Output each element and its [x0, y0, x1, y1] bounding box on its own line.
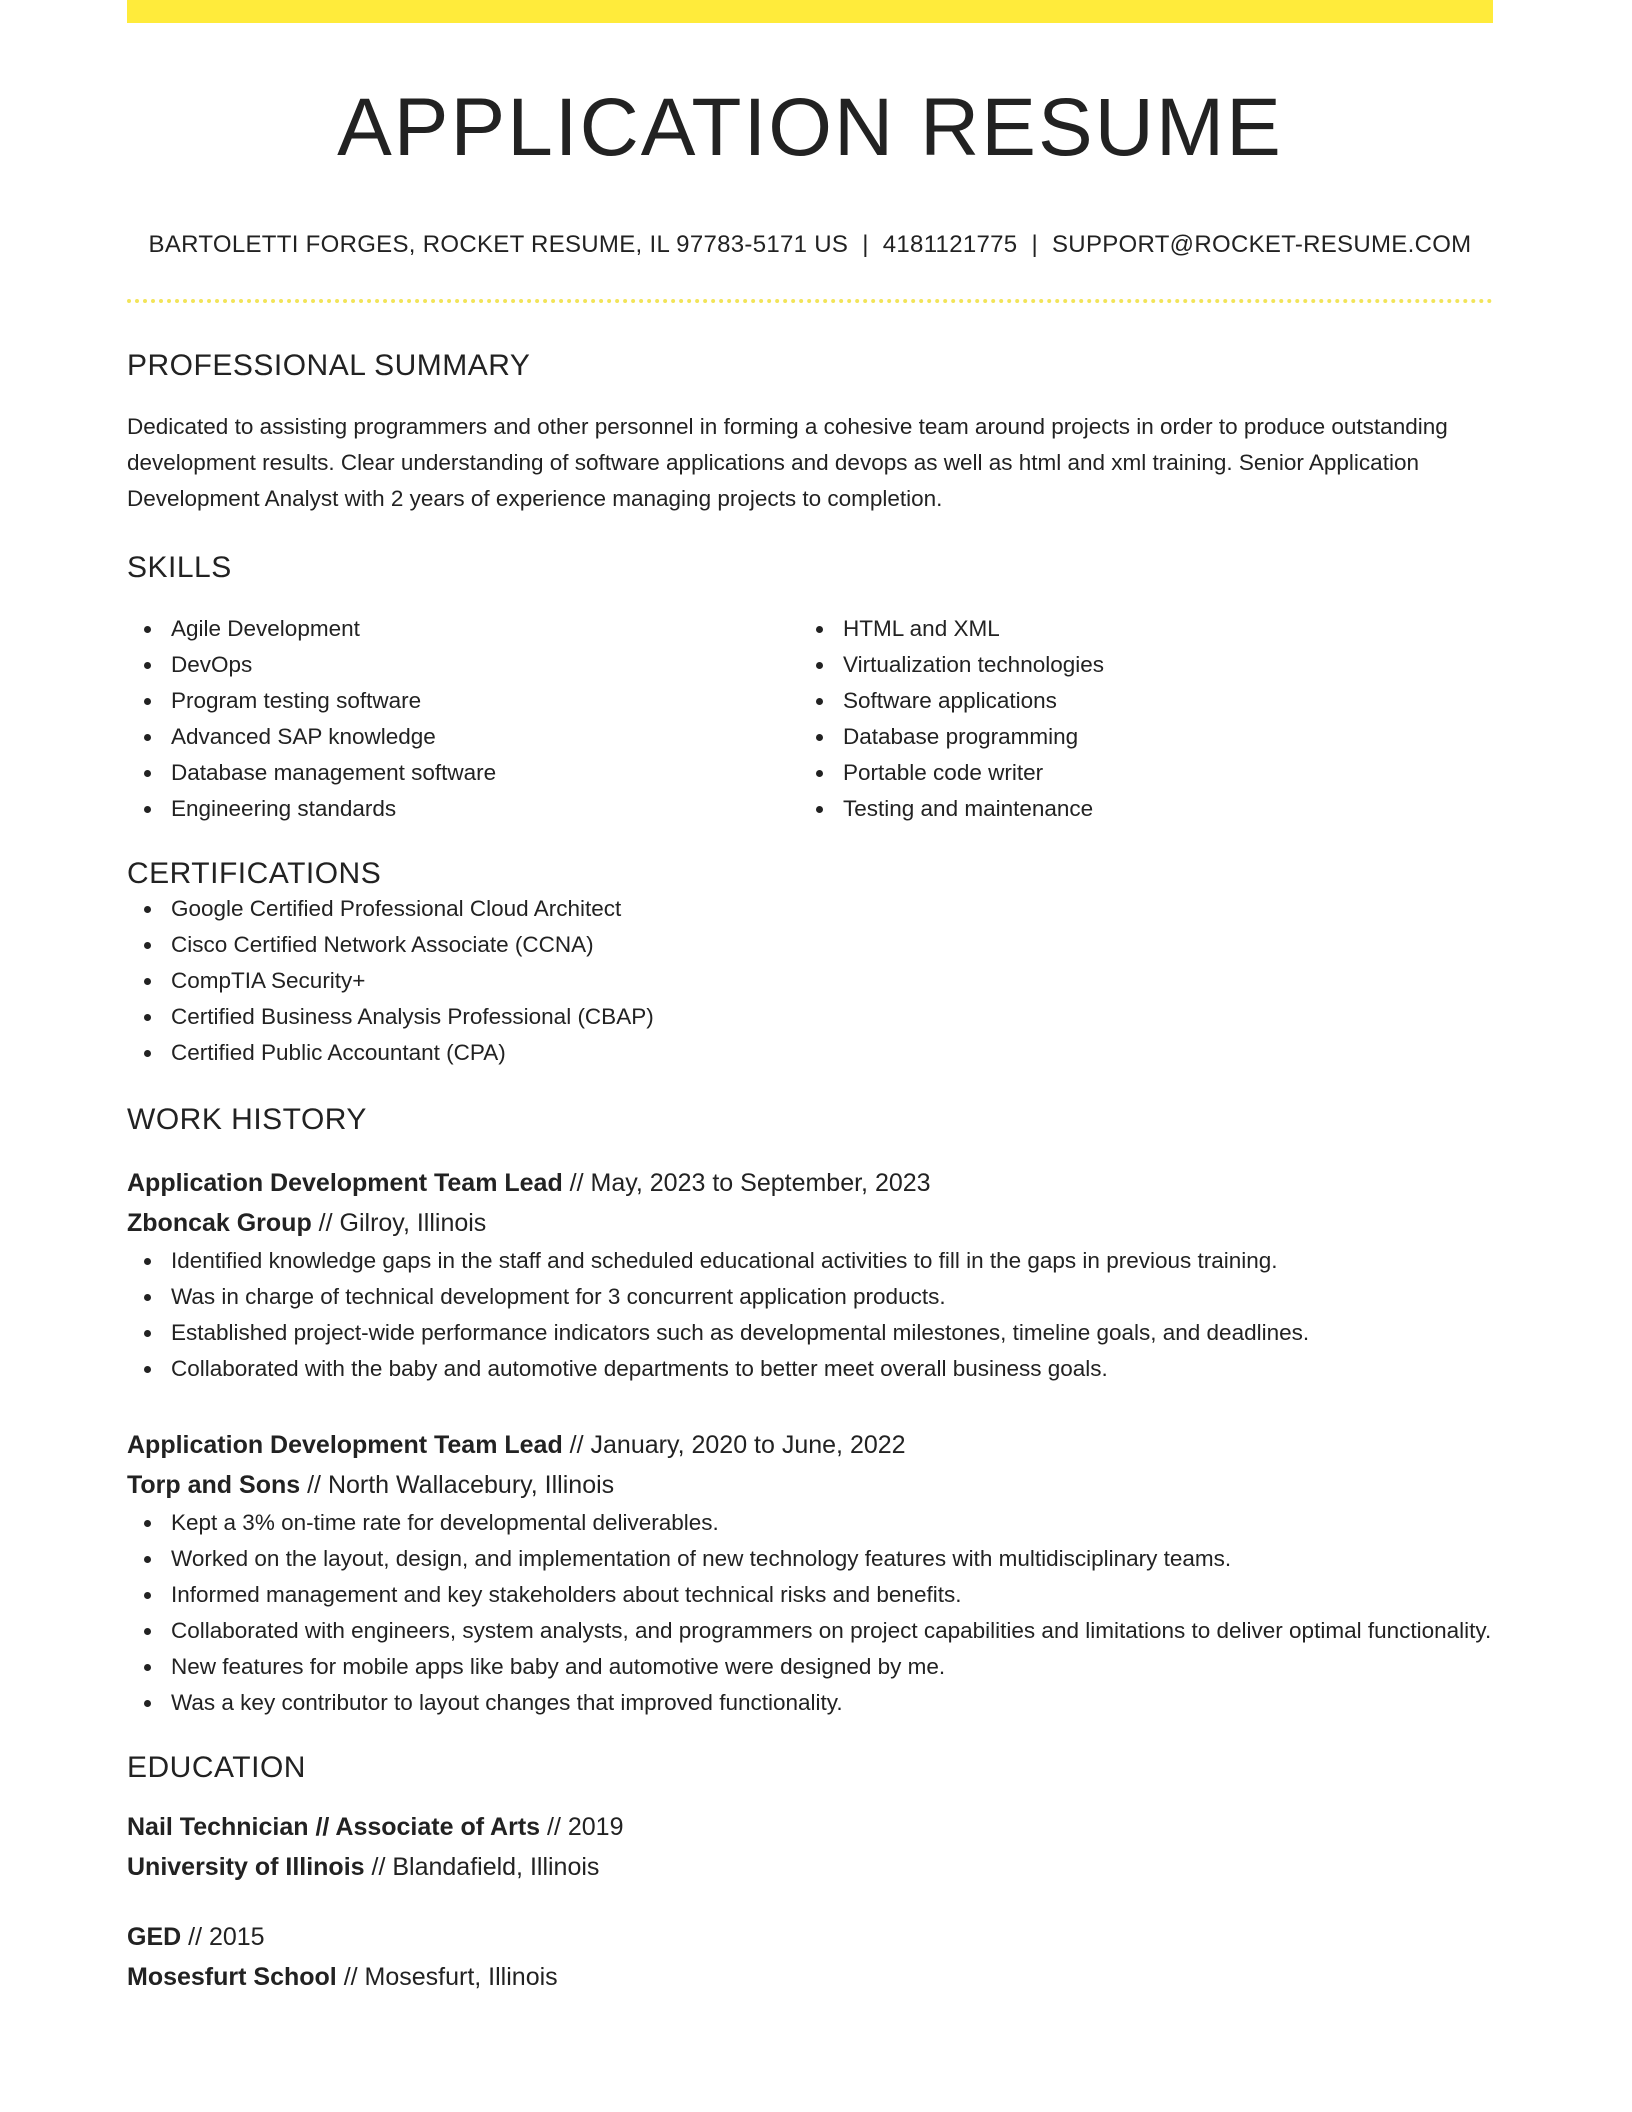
contact-line	[127, 231, 1493, 259]
page-title: APPLICATION RESUME	[337, 82, 1283, 173]
skill-item: Advanced SAP knowledge	[127, 719, 799, 755]
certifications-heading: CERTIFICATIONS	[127, 857, 382, 891]
education-year: // 2015	[181, 1923, 265, 1952]
accent-top-bar	[127, 0, 1493, 23]
education-location: // Blandafield, Illinois	[364, 1853, 600, 1882]
job-bullet: Worked on the layout, design, and implementation of new technology features with multidisciplinary teams.	[127, 1541, 1493, 1577]
summary-text: Dedicated to assisting programmers and other personnel in forming a cohesive team around projects in order to produce outstanding development results. Clear understanding of software applications and devops as well as html and xml training. Senior Application Development Analyst with 2 years of experience managing projects to completion.	[127, 414, 1448, 512]
skill-item: Database programming	[799, 719, 1104, 755]
skills-heading: SKILLS	[127, 551, 232, 585]
education-location: // Mosesfurt, Illinois	[336, 1963, 558, 1992]
job-bullets	[127, 1243, 1493, 1387]
job-bullet: Established project-wide performance indicators such as developmental milestones, timeline goals, and deadlines.	[127, 1315, 1493, 1351]
certification-item: Cisco Certified Network Associate (CCNA)	[127, 927, 1493, 963]
contact-separator: |	[862, 231, 869, 259]
skill-item: Testing and maintenance	[799, 791, 1104, 827]
skill-item: Engineering standards	[127, 791, 799, 827]
job-location: // North Wallacebury, Illinois	[300, 1471, 615, 1500]
job-company: Zboncak Group	[127, 1209, 312, 1238]
job-dates: // May, 2023 to September, 2023	[562, 1169, 931, 1198]
job-bullet: New features for mobile apps like baby and automotive were designed by me.	[127, 1649, 1493, 1685]
job-company: Torp and Sons	[127, 1471, 301, 1500]
job-title: Application Development Team Lead	[127, 1169, 563, 1198]
education-degree: Nail Technician // Associate of Arts	[127, 1813, 541, 1842]
job-dates: // January, 2020 to June, 2022	[562, 1431, 906, 1460]
summary-heading: PROFESSIONAL SUMMARY	[127, 349, 531, 383]
skills-list	[127, 611, 1493, 827]
job-bullet: Collaborated with engineers, system analysts, and programmers on project capabilities and limitations to deliver optimal functionality.	[127, 1613, 1493, 1649]
job-location: // Gilroy, Illinois	[311, 1209, 487, 1238]
skill-item: Agile Development	[127, 611, 799, 647]
education-heading: EDUCATION	[127, 1751, 306, 1785]
job-company-line	[127, 1203, 1493, 1243]
education-degree-line	[127, 1807, 1493, 1847]
certification-item: Certified Public Accountant (CPA)	[127, 1035, 1493, 1071]
skills-column-right	[799, 611, 1104, 827]
certification-item: Certified Business Analysis Professional (CBAP)	[127, 999, 1493, 1035]
education-year: // 2019	[540, 1813, 624, 1842]
work-history-heading: WORK HISTORY	[127, 1103, 367, 1137]
education-degree: GED	[127, 1923, 182, 1952]
skill-item: Software applications	[799, 683, 1104, 719]
education-degree-line	[127, 1917, 1493, 1957]
job-title-line	[127, 1163, 1493, 1203]
education-school-line	[127, 1847, 1493, 1887]
job-bullets	[127, 1505, 1493, 1721]
job-bullet: Identified knowledge gaps in the staff and scheduled educational activities to fill in the gaps in previous training.	[127, 1243, 1493, 1279]
skill-item: Program testing software	[127, 683, 799, 719]
skill-item: HTML and XML	[799, 611, 1104, 647]
job-bullet: Collaborated with the baby and automotive departments to better meet overall business goals.	[127, 1351, 1493, 1387]
job-bullet: Informed management and key stakeholders about technical risks and benefits.	[127, 1577, 1493, 1613]
contact-email: SUPPORT@ROCKET-RESUME.COM	[1052, 231, 1472, 259]
contact-address: BARTOLETTI FORGES, ROCKET RESUME, IL 97783-5171 US	[148, 231, 849, 259]
education-school: Mosesfurt School	[127, 1963, 337, 1992]
job-bullet: Kept a 3% on-time rate for developmental deliverables.	[127, 1505, 1493, 1541]
job-bullet: Was in charge of technical development for 3 concurrent application products.	[127, 1279, 1493, 1315]
job-bullet: Was a key contributor to layout changes that improved functionality.	[127, 1685, 1493, 1721]
job-title-line	[127, 1425, 1493, 1465]
skill-item: Database management software	[127, 755, 799, 791]
education-entry	[127, 1917, 1493, 1997]
resume-page	[127, 0, 1493, 1997]
skill-item: Portable code writer	[799, 755, 1104, 791]
skill-item: DevOps	[127, 647, 799, 683]
job-entry	[127, 1163, 1493, 1387]
header-divider	[127, 299, 1493, 303]
education-school: University of Illinois	[127, 1853, 365, 1882]
job-title: Application Development Team Lead	[127, 1431, 563, 1460]
skills-column-left	[127, 611, 799, 827]
job-entry	[127, 1425, 1493, 1721]
job-company-line	[127, 1465, 1493, 1505]
certification-item: Google Certified Professional Cloud Architect	[127, 891, 1493, 927]
certification-item: CompTIA Security+	[127, 963, 1493, 999]
education-school-line	[127, 1957, 1493, 1997]
contact-separator: |	[1031, 231, 1038, 259]
education-entry	[127, 1807, 1493, 1887]
certifications-list	[127, 891, 1493, 1071]
contact-phone: 4181121775	[882, 231, 1018, 259]
skill-item: Virtualization technologies	[799, 647, 1104, 683]
